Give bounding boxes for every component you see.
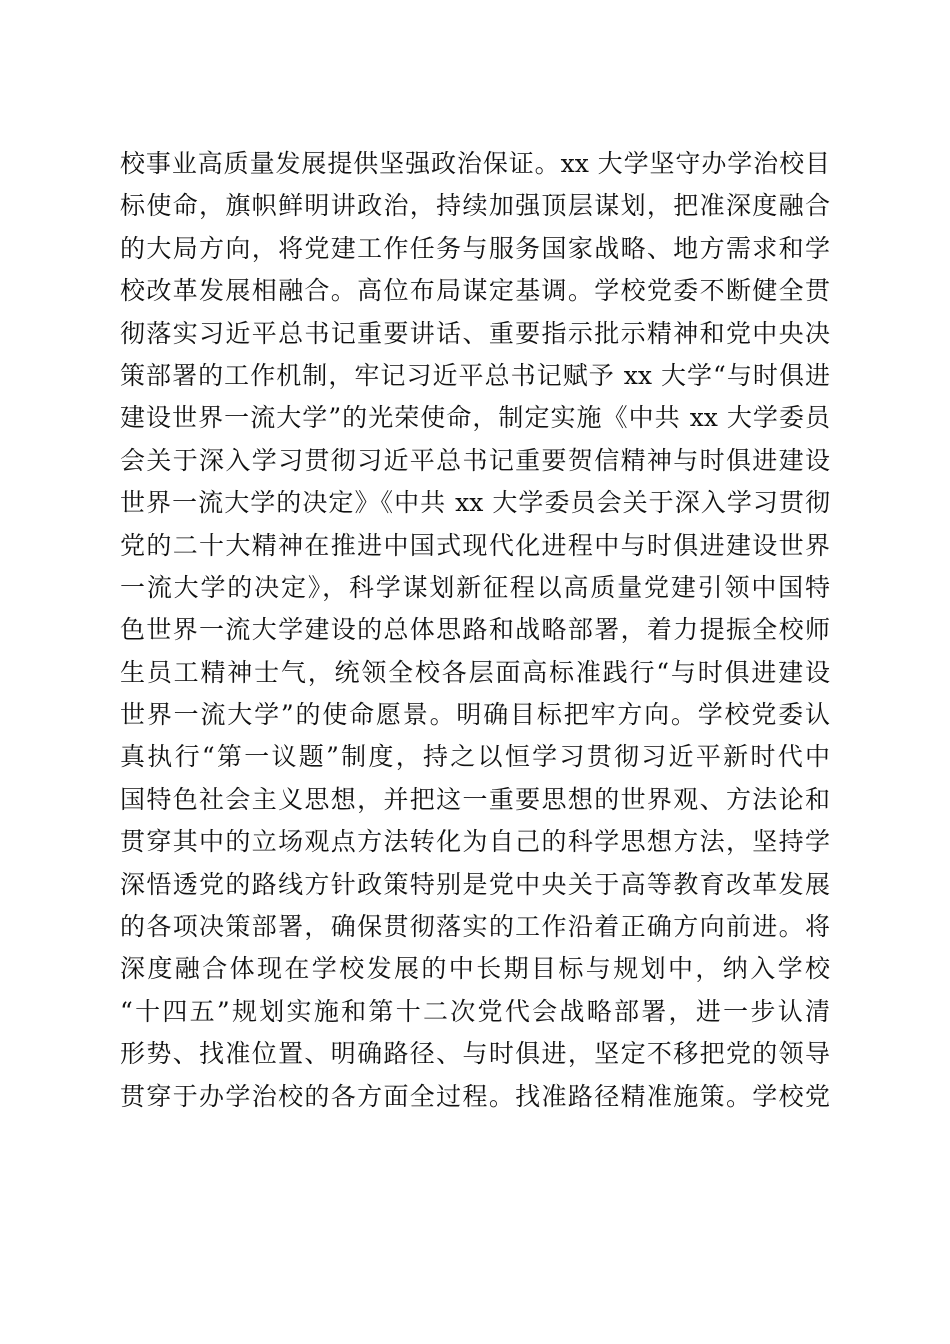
text-line: 的大局方向，将党建工作任务与服务国家战略、地方需求和学 bbox=[120, 233, 830, 263]
text-line: 建设世界一流大学”的光荣使命，制定实施《中共 xx 大学委员 bbox=[120, 403, 830, 433]
text-line: 贯穿其中的立场观点方法转化为自己的科学思想方法，坚持学 bbox=[120, 827, 830, 857]
text-line: 标使命，旗帜鲜明讲政治，持续加强顶层谋划，把准深度融合 bbox=[120, 191, 830, 221]
text-line: 世界一流大学”的使命愿景。明确目标把牢方向。学校党委认 bbox=[120, 700, 830, 730]
text-line: 生员工精神士气，统领全校各层面高标准践行“与时俱进建设 bbox=[120, 657, 830, 687]
text-line: 党的二十大精神在推进中国式现代化进程中与时俱进建设世界 bbox=[120, 530, 830, 560]
text-line: 的各项决策部署，确保贯彻落实的工作沿着正确方向前进。将 bbox=[120, 912, 830, 942]
text-line: 校事业高质量发展提供坚强政治保证。xx 大学坚守办学治校目 bbox=[120, 149, 830, 178]
text-line: 策部署的工作机制，牢记习近平总书记赋予 xx 大学“与时俱进 bbox=[120, 360, 830, 390]
text-line: 色世界一流大学建设的总体思路和战略部署，着力提振全校师 bbox=[120, 615, 830, 645]
text-line: 深度融合体现在学校发展的中长期目标与规划中，纳入学校 bbox=[120, 954, 830, 984]
text-line: 真执行“第一议题”制度，持之以恒学习贯彻习近平新时代中 bbox=[120, 742, 830, 772]
text-line: 深悟透党的路线方针政策特别是党中央关于高等教育改革发展 bbox=[120, 869, 830, 899]
text-line: 校改革发展相融合。高位布局谋定基调。学校党委不断健全贯 bbox=[120, 276, 830, 306]
text-line: 世界一流大学的决定》《中共 xx 大学委员会关于深入学习贯彻 bbox=[120, 488, 830, 518]
text-line: 国特色社会主义思想，并把这一重要思想的世界观、方法论和 bbox=[120, 784, 830, 814]
text-line: 会关于深入学习贯彻习近平总书记重要贺信精神与时俱进建设 bbox=[120, 445, 830, 475]
text-line: 彻落实习近平总书记重要讲话、重要指示批示精神和党中央决 bbox=[120, 318, 830, 348]
text-line: “十四五”规划实施和第十二次党代会战略部署，进一步认清 bbox=[120, 996, 830, 1026]
text-line: 一流大学的决定》，科学谋划新征程以高质量党建引领中国特 bbox=[120, 572, 830, 602]
text-line: 形势、找准位置、明确路径、与时俱进，坚定不移把党的领导 bbox=[120, 1039, 830, 1069]
body-text bbox=[120, 143, 830, 1118]
text-line: 贯穿于办学治校的各方面全过程。找准路径精准施策。学校党 bbox=[120, 1081, 830, 1111]
